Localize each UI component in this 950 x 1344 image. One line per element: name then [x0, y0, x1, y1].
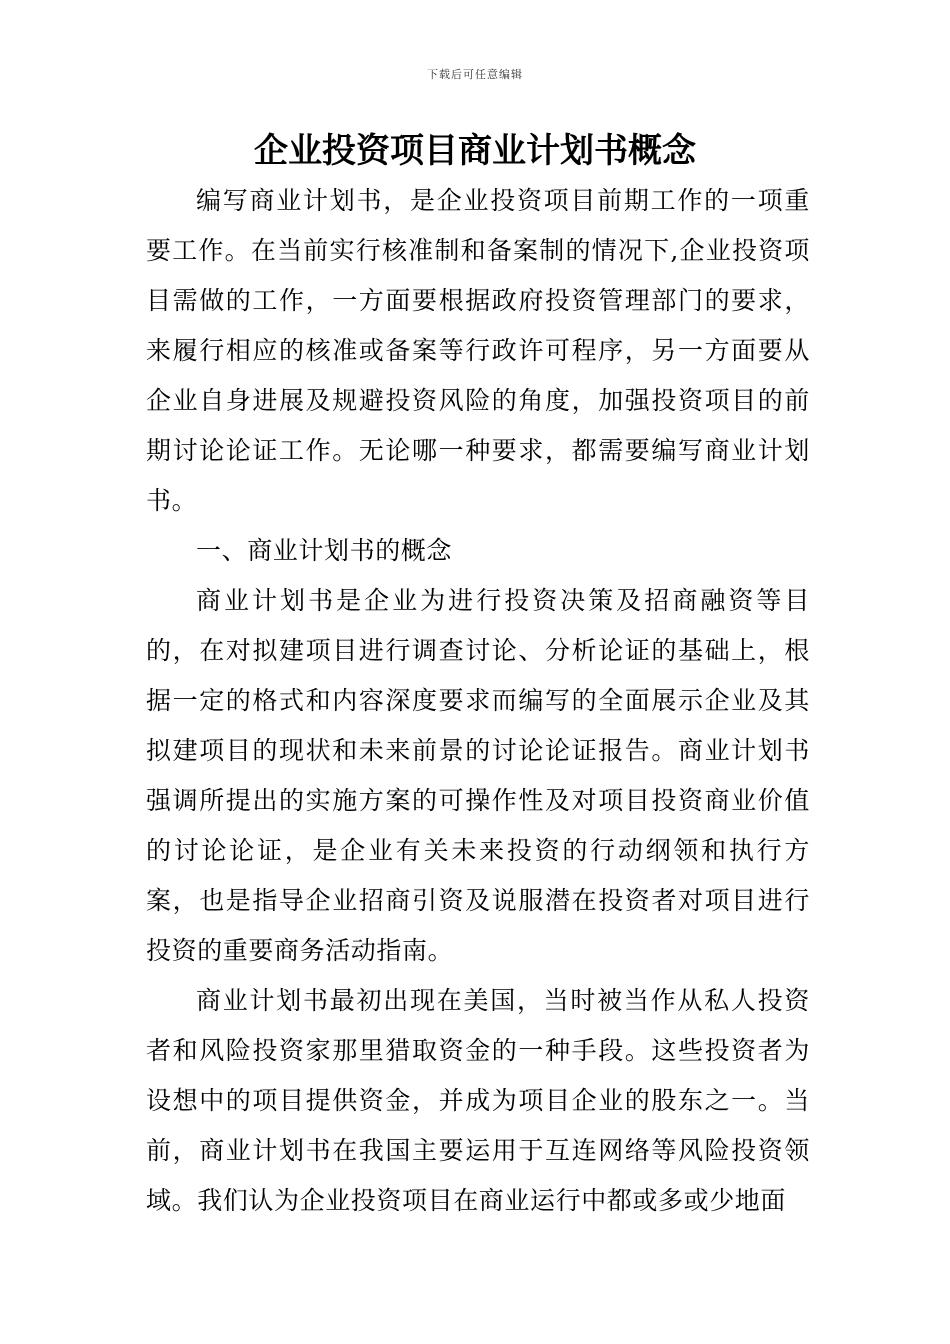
document-title: 企业投资项目商业计划书概念 [254, 131, 696, 171]
document-body [146, 176, 810, 1226]
header-note: 下载后可任意编辑 [427, 68, 523, 81]
body-paragraph-intro: 编写商业计划书，是企业投资项目前期工作的一项重要工作。在当前实行核准制和备案制的情况下,企业投资项目需做的工作，一方面要根据政府投资管理部门的要求，来履行相应的核准或备案等行政许可程序，另一方面要从企业自身进展及规避投资风险的角度，加强投资项目的前期讨论论证工作。无论哪一种要求，都需要编写商业计划书。 [146, 186, 810, 515]
body-paragraph-definition: 商业计划书是企业为进行投资决策及招商融资等目的，在对拟建项目进行调查讨论、分析论证的基础上，根据一定的格式和内容深度要求而编写的全面展示企业及其拟建项目的现状和未来前景的讨论论证报告。商业计划书强调所提出的实施方案的可操作性及对项目投资商业价值的讨论论证，是企业有关未来投资的行动纲领和执行方案，也是指导企业招商引资及说服潜在投资者对项目进行投资的重要商务活动指南。 [146, 586, 810, 965]
section-heading: 一、商业计划书的概念 [196, 536, 453, 565]
body-paragraph-history: 商业计划书最初出现在美国，当时被当作从私人投资者和风险投资家那里猎取资金的一种手段。这些投资者为设想中的项目提供资金，并成为项目企业的股东之一。当前，商业计划书在我国主要运用于互连网络等风险投资领域。我们认为企业投资项目在商业运行中都或多或少地面 [146, 986, 810, 1215]
